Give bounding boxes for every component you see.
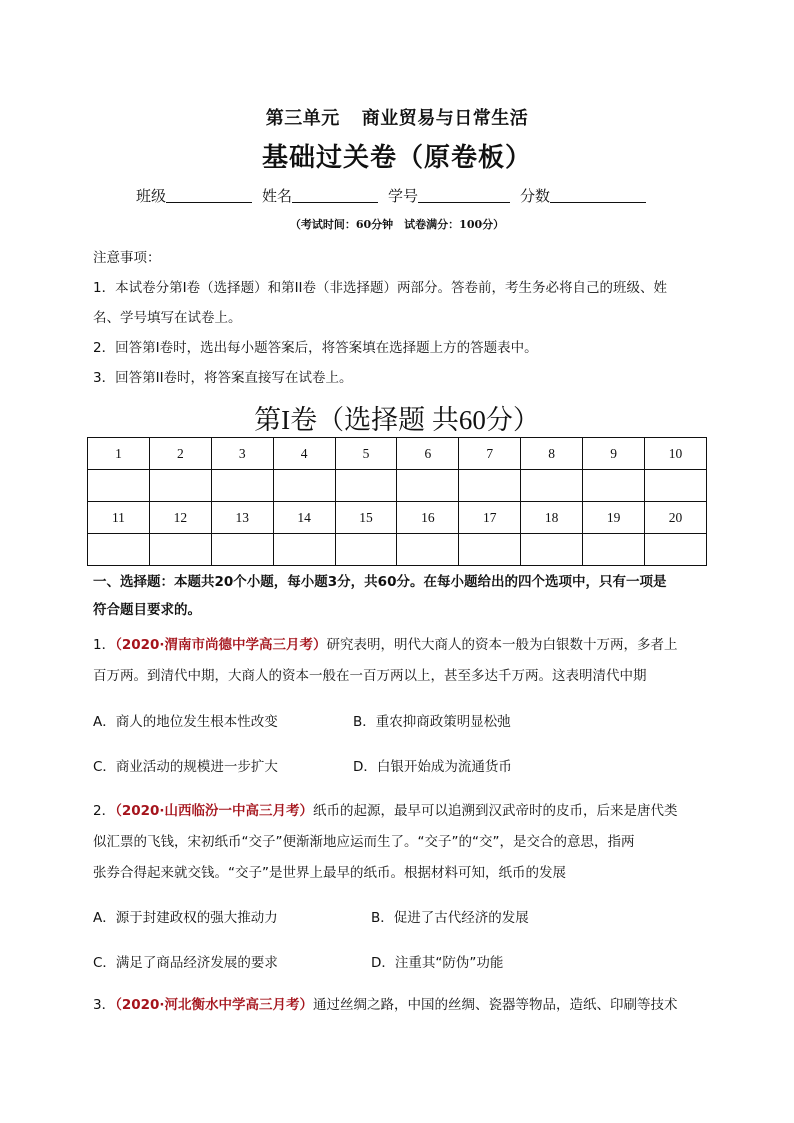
answer-cell[interactable] bbox=[521, 534, 583, 566]
part1-intro bbox=[93, 568, 713, 624]
option-d[interactable]: D．白银开始成为流通货币 bbox=[353, 759, 512, 775]
question-text: 百万两。到清代中期，大商人的资本一般在一百万两以上，甚至多达千万两。这表明清代中期 bbox=[93, 668, 647, 684]
question-text: 研究表明，明代大商人的资本一般为白银数十万两，多者上 bbox=[326, 637, 678, 653]
answer-table-blank-row bbox=[88, 470, 707, 502]
answer-number-cell: 16 bbox=[397, 502, 459, 534]
question-text: 纸币的起源，最早可以追溯到汉武帝时的皮币，后来是唐代类 bbox=[313, 803, 678, 819]
answer-number-cell: 14 bbox=[273, 502, 335, 534]
answer-number-cell: 7 bbox=[459, 438, 521, 470]
student-info-row bbox=[136, 185, 656, 206]
question-text: 张券合得起来就交钱。“交子”是世界上最早的纸币。根据材料可知，纸币的发展 bbox=[93, 865, 566, 881]
answer-number-cell: 6 bbox=[397, 438, 459, 470]
answer-table-number-row bbox=[88, 502, 707, 534]
question-text: 似汇票的飞钱，宋初纸币“交子”便渐渐地应运而生了。“交子”的“交”，是交合的意思，指两 bbox=[93, 834, 635, 850]
answer-cell[interactable] bbox=[583, 534, 645, 566]
instruction-3: 3．回答第II卷时，将答案直接写在试卷上。 bbox=[93, 370, 353, 386]
option-a[interactable]: A．商人的地位发生根本性改变 bbox=[93, 714, 278, 730]
question-2 bbox=[93, 796, 713, 889]
answer-cell[interactable] bbox=[149, 534, 211, 566]
answer-cell[interactable] bbox=[459, 534, 521, 566]
answer-cell[interactable] bbox=[583, 470, 645, 502]
instructions bbox=[93, 243, 713, 393]
answer-cell[interactable] bbox=[645, 534, 707, 566]
question-source: （2020·山西临汾一中高三月考） bbox=[115, 803, 314, 819]
question-source: （2020·河北衡水中学高三月考） bbox=[115, 997, 314, 1013]
answer-number-cell: 10 bbox=[645, 438, 707, 470]
part1-intro-line1: 一、选择题：本题共20个小题，每小题3分，共60分。在每小题给出的四个选项中，只有一项是 bbox=[93, 574, 667, 590]
answer-number-cell: 5 bbox=[335, 438, 397, 470]
answer-number-cell: 12 bbox=[149, 502, 211, 534]
answer-cell[interactable] bbox=[88, 470, 150, 502]
answer-number-cell: 18 bbox=[521, 502, 583, 534]
unit-title bbox=[0, 104, 794, 130]
answer-table-blank-row bbox=[88, 534, 707, 566]
section-title: 第I卷（选择题 共60分） bbox=[254, 405, 540, 435]
answer-number-cell: 1 bbox=[88, 438, 150, 470]
score-label: 分数 bbox=[520, 187, 551, 205]
answer-number-cell: 2 bbox=[149, 438, 211, 470]
question-source: （2020·渭南市尚德中学高三月考） bbox=[115, 637, 327, 653]
student-id-field[interactable] bbox=[388, 185, 510, 206]
answer-cell[interactable] bbox=[211, 534, 273, 566]
answer-number-cell: 17 bbox=[459, 502, 521, 534]
question-text: 通过丝绸之路，中国的丝绸、瓷器等物品，造纸、印刷等技术 bbox=[313, 997, 678, 1013]
page-title: 基础过关卷（原卷板） bbox=[261, 143, 532, 173]
option-c[interactable]: C．商业活动的规模进一步扩大 bbox=[93, 759, 278, 775]
part1-intro-line2: 符合题目要求的。 bbox=[93, 602, 201, 618]
option-c[interactable]: C．满足了商品经济发展的要求 bbox=[93, 955, 278, 971]
answer-number-cell: 9 bbox=[583, 438, 645, 470]
answer-cell[interactable] bbox=[88, 534, 150, 566]
answer-number-cell: 20 bbox=[645, 502, 707, 534]
answer-cell[interactable] bbox=[521, 470, 583, 502]
question-number: 3． bbox=[93, 997, 116, 1013]
answer-cell[interactable] bbox=[149, 470, 211, 502]
question-number: 2． bbox=[93, 803, 116, 819]
answer-number-cell: 11 bbox=[88, 502, 150, 534]
option-b[interactable]: B．重农抑商政策明显松弛 bbox=[353, 714, 511, 730]
answer-table bbox=[87, 437, 707, 566]
unit-label: 第三单元 bbox=[265, 108, 340, 129]
instruction-2: 2．回答第I卷时，选出每小题答案后，将答案填在选择题上方的答题表中。 bbox=[93, 340, 538, 356]
answer-cell[interactable] bbox=[645, 470, 707, 502]
score-field[interactable] bbox=[520, 185, 646, 206]
class-label: 班级 bbox=[136, 187, 167, 205]
option-b[interactable]: B．促进了古代经济的发展 bbox=[371, 910, 529, 926]
instruction-1-line2: 名、学号填写在试卷上。 bbox=[93, 310, 242, 326]
answer-number-cell: 15 bbox=[335, 502, 397, 534]
answer-cell[interactable] bbox=[211, 470, 273, 502]
unit-topic: 商业贸易与日常生活 bbox=[361, 108, 529, 129]
answer-cell[interactable] bbox=[397, 534, 459, 566]
answer-number-cell: 3 bbox=[211, 438, 273, 470]
question-1 bbox=[93, 630, 713, 692]
option-d[interactable]: D．注重其“防伪”功能 bbox=[371, 955, 504, 971]
answer-number-cell: 19 bbox=[583, 502, 645, 534]
answer-cell[interactable] bbox=[273, 470, 335, 502]
exam-time-note: （考试时间：60分钟 试卷满分：100分） bbox=[289, 218, 505, 231]
answer-number-cell: 8 bbox=[521, 438, 583, 470]
answer-number-cell: 13 bbox=[211, 502, 273, 534]
answer-cell[interactable] bbox=[335, 534, 397, 566]
student-id-label: 学号 bbox=[388, 187, 419, 205]
answer-number-cell: 4 bbox=[273, 438, 335, 470]
answer-table-number-row bbox=[88, 438, 707, 470]
name-field[interactable] bbox=[262, 185, 378, 206]
question-number: 1． bbox=[93, 637, 116, 653]
question-3 bbox=[93, 990, 713, 1021]
name-label: 姓名 bbox=[262, 187, 293, 205]
answer-cell[interactable] bbox=[335, 470, 397, 502]
answer-cell[interactable] bbox=[459, 470, 521, 502]
instruction-1-line1: 1．本试卷分第I卷（选择题）和第II卷（非选择题）两部分。答卷前，考生务必将自己的班级、姓 bbox=[93, 280, 668, 296]
instructions-heading: 注意事项： bbox=[93, 250, 161, 266]
class-field[interactable] bbox=[136, 185, 252, 206]
answer-cell[interactable] bbox=[273, 534, 335, 566]
answer-cell[interactable] bbox=[397, 470, 459, 502]
option-a[interactable]: A．源于封建政权的强大推动力 bbox=[93, 910, 278, 926]
